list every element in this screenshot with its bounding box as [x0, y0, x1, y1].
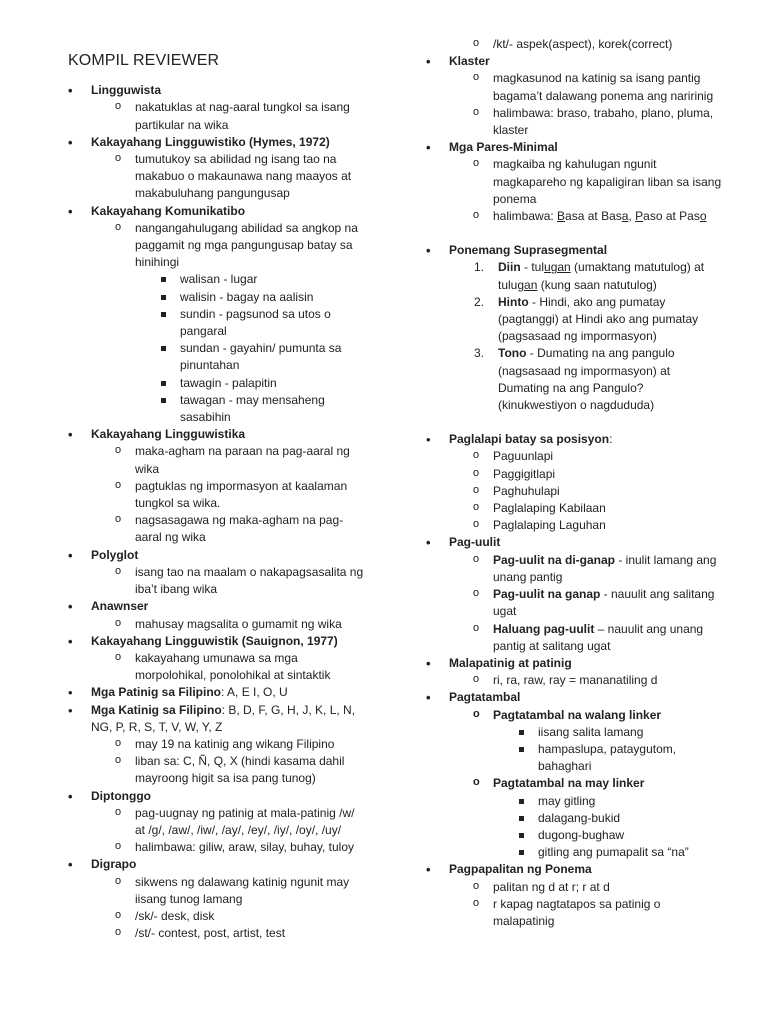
underlined-text: ugan: [544, 260, 571, 275]
underlined-letter: o: [699, 209, 707, 224]
definition: [424, 552, 724, 586]
item-number: 2.: [474, 294, 485, 309]
definition: o nakatuklas at nag-aaral tungkol sa isang partikular na wika: [66, 99, 366, 133]
example-text: at Pas: [662, 209, 700, 224]
definition: o mahusay magsalita o gumamit ng wika: [66, 616, 366, 633]
definition: o pag-uugnay ng patinig at mala-patinig /w/ at /g/, /aw/, /iw/, /ay/, /ey/, /iy/, /oy/, /uy/: [66, 805, 366, 839]
example-item: walisin - bagay na aalisin: [66, 289, 366, 306]
example-item: dugong-bughaw: [424, 827, 724, 844]
list-item: o Paghuhulapi: [424, 483, 724, 500]
term-kakayahang-lingguwistika: • Kakayahang Lingguwistika: [66, 426, 366, 443]
term-kakayahang-komunikatibo: • Kakayahang Komunikatibo: [66, 203, 366, 220]
term-kakayahang-lingguwistiko: • Kakayahang Lingguwistiko (Hymes, 1972): [66, 134, 366, 151]
definition: o nagsasagawa ng maka-agham na pag-aaral ng wika: [66, 512, 366, 546]
term-pares-minimal: • Mga Pares-Minimal: [424, 139, 724, 156]
list-item: o Paguunlapi: [424, 448, 724, 465]
example-item: iisang salita lamang: [424, 724, 724, 741]
example-item: dalagang-bukid: [424, 810, 724, 827]
underlined-text: an: [524, 277, 538, 292]
term-paglalapi: [424, 431, 724, 448]
term-digrapo: • Digrapo: [66, 856, 366, 873]
definition: o nangangahulugang abilidad sa angkop na paggamit ng mga pangungusap batay sa hinihingi: [66, 220, 366, 272]
example-item: gitling ang pumapalit sa “na”: [424, 844, 724, 861]
definition: o maka-agham na paraan na pag-aaral ng wika: [66, 443, 366, 477]
definition: o palitan ng d at r; r at d: [424, 879, 724, 896]
item-text: - inulit lamang ang unang pantig: [493, 552, 717, 584]
item-term: Hinto: [498, 294, 529, 309]
example-text: at Bas: [584, 209, 622, 224]
underlined-letter: B: [557, 209, 566, 224]
example-item: hampaslupa, pataygutom, bahaghari: [424, 741, 724, 775]
item-text: (kung saan natutulog): [537, 277, 657, 292]
list-item: o Paglalaping Laguhan: [424, 517, 724, 534]
definition: o magkasunod na katinig sa isang pantig bagama’t dalawang ponema ang naririnig: [424, 70, 724, 104]
term-mga-patinig: [66, 684, 366, 701]
item-text: - nauulit ang salitang ugat: [493, 587, 715, 619]
list-item: o Paglalaping Kabilaan: [424, 500, 724, 517]
subterm-walang-linker: o Pagtatambal na walang linker: [424, 707, 724, 724]
definition: o liban sa: C, Ñ, Q, X (hindi kasama dahil mayroong higit sa isa pang tunog): [66, 753, 366, 787]
item-number: 3.: [474, 346, 485, 361]
page-title: KOMPIL REVIEWER: [68, 52, 220, 69]
item-text: – nauulit ang unang pantig at salitang ugat: [493, 621, 704, 653]
definition: o ri, ra, raw, ray = mananatiling d: [424, 672, 724, 689]
left-column: [66, 36, 366, 942]
definition: o may 19 na katinig ang wikang Filipino: [66, 736, 366, 753]
example-line: [424, 208, 724, 225]
definition: o magkaiba ng kahulugan ngunit magkapareho ng kapaligiran liban sa isang ponema: [424, 156, 724, 208]
item-term: Diin: [498, 260, 521, 275]
term-malapatinig: • Malapatinig at patinig: [424, 655, 724, 672]
item-term: Haluang pag-uulit: [493, 621, 595, 636]
term-value: : A, E I, O, U: [221, 685, 288, 700]
numbered-item: [424, 259, 724, 293]
definition: o halimbawa: giliw, araw, silay, buhay, tuloy: [66, 839, 366, 856]
definition: o sikwens ng dalawang katinig ngunit may iisang tunog lamang: [66, 874, 366, 908]
definition: o tumutukoy sa abilidad ng isang tao na makabuo o makaunawa nang maayos at makabuluhang pangungusap: [66, 151, 366, 203]
item-text: - tul: [520, 260, 545, 275]
item-text: - Dumating na ang pangulo (nagsasaad ng impormasyon) at Dumating na ang Pangulo? (kinukwestiyon o nagdududa): [498, 346, 675, 413]
term-ponemang-suprasegmental: • Ponemang Suprasegmental: [424, 242, 724, 259]
example-text: asa: [565, 209, 585, 224]
numbered-item: [424, 294, 724, 346]
example-item: sundin - pagsunod sa utos o pangaral: [66, 306, 366, 340]
definition: o kakayahang umunawa sa mga morpolohikal, ponolohikal at sintaktik: [66, 650, 366, 684]
term-diptonggo: • Diptonggo: [66, 788, 366, 805]
example-text: ,: [628, 209, 636, 224]
definition: o /sk/- desk, disk: [66, 908, 366, 925]
definition: o /st/- contest, post, artist, test: [66, 925, 366, 942]
item-number: 1.: [474, 260, 485, 275]
example-item: may gitling: [424, 793, 724, 810]
item-term: Tono: [498, 346, 527, 361]
term-label: Mga Katinig sa Filipino: [91, 702, 222, 717]
term-label: Mga Patinig sa Filipino: [91, 685, 222, 700]
example-item: tawagin - palapitin: [66, 375, 366, 392]
definition: [424, 586, 724, 620]
term-pagtatambal: • Pagtatambal: [424, 689, 724, 706]
term-label: Paglalapi batay sa posisyon: [449, 432, 610, 447]
item-text: (umaktang matutulog) at tulug: [498, 260, 705, 292]
item-term: Pag-uulit na di-ganap: [493, 552, 615, 567]
example-text: aso: [643, 209, 663, 224]
definition: o isang tao na maalam o nakapagsasalita ng iba’t ibang wika: [66, 564, 366, 598]
definition: o halimbawa: braso, trabaho, plano, pluma, klaster: [424, 105, 724, 139]
subterm-may-linker: o Pagtatambal na may linker: [424, 775, 724, 792]
item-text: - Hindi, ako ang pumatay (pagtanggi) at Hindi ako ang pumatay (pagsasaad ng impormasyon): [498, 294, 699, 344]
definition: o /kt/- aspek(aspect), korek(correct): [424, 36, 724, 53]
example-item: walisan - lugar: [66, 271, 366, 288]
term-colon: :: [609, 432, 613, 447]
underlined-letter: a: [621, 209, 629, 224]
term-pag-uulit: • Pag-uulit: [424, 534, 724, 551]
term-kakayahang-lingguwistik: • Kakayahang Lingguwistik (Sauignon, 1977): [66, 633, 366, 650]
term-anawnser: • Anawnser: [66, 598, 366, 615]
term-mga-katinig: [66, 702, 366, 736]
underlined-letter: P: [635, 209, 644, 224]
item-term: Pag-uulit na ganap: [493, 587, 601, 602]
example-prefix: halimbawa:: [493, 209, 558, 224]
definition: o pagtuklas ng impormasyon at kaalaman tungkol sa wika.: [66, 478, 366, 512]
example-item: tawagan - may mensaheng sasabihin: [66, 392, 366, 426]
term-polyglot: • Polyglot: [66, 547, 366, 564]
numbered-item: [424, 345, 724, 414]
term-klaster: • Klaster: [424, 53, 724, 70]
definition: o r kapag nagtatapos sa patinig o malapatinig: [424, 896, 724, 930]
example-item: sundan - gayahin/ pumunta sa pinuntahan: [66, 340, 366, 374]
list-item: o Paggigitlapi: [424, 466, 724, 483]
term-lingguwista: • Lingguwista: [66, 82, 366, 99]
term-value: : B, D, F, G, H, J, K, L, N, NG, P, R, S, T, V, W, Y, Z: [91, 702, 356, 734]
definition: [424, 621, 724, 655]
term-pagpapalitan-ng-ponema: • Pagpapalitan ng Ponema: [424, 861, 724, 878]
right-column: [424, 36, 724, 930]
